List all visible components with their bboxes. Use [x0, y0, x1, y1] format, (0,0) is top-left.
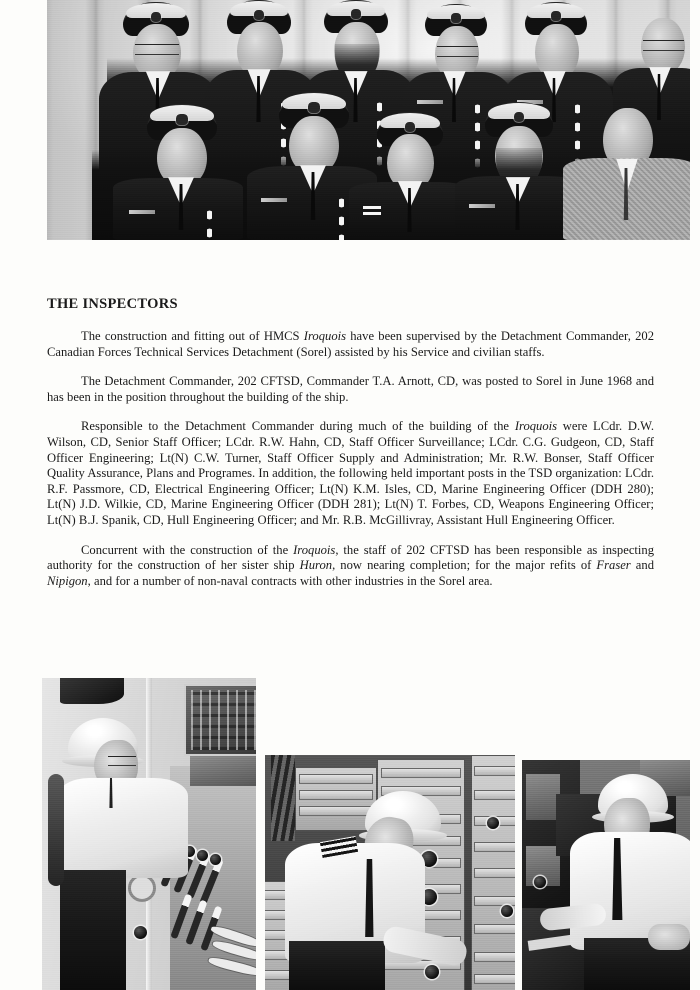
paragraph-2: The Detachment Commander, 202 CFTSD, Commander T.A. Arnott, CD, was posted to Sorel in June 1968 and has been in the position throughout the building of the ship. [47, 374, 654, 404]
glasses [437, 46, 478, 57]
trousers [60, 870, 126, 990]
switchboard-top-shelf [190, 756, 256, 786]
ribbon-bar [261, 198, 287, 202]
head [535, 24, 579, 79]
paragraph-1: The construction and fitting out of HMCS Iroquois have been supervised by the Detachment Commander, 202 Canadian Forces Technical Services Detachment (Sorel) assisted by his Service and civilian staffs. [47, 329, 654, 359]
ribbon-bar [417, 100, 443, 104]
photograph-officer-at-electronics-racks [265, 755, 515, 990]
control-knob [210, 854, 221, 865]
page-title: THE INSPECTORS [47, 296, 178, 312]
uniform-buttons [207, 206, 212, 240]
panel-wiring [191, 690, 256, 750]
paragraph-3: Responsible to the Detachment Commander during much of the building of the Iroquois were LCdr. D.W. Wilson, CD, Senior Staff Officer; LCdr. R.W. Hahn, CD, Staff Officer Surveillance; LCdr. C.G. Gudgeon, CD, Staff Officer Engineering; Lt(N) C.W. Turner, Staff Officer Supply and Administration; Mr. R.W. Bonser, Staff Officer Quality Assurance, Plans and Programes. In addition, the following held important posts in the TSD organization: LCdr. R.F. Passmore, CD, Electrical Engineering Officer; Lt(N) K.M. Isles, CD, Marine Engineering Officer (DDH 280); Lt(N) J.D. Wilkie, CD, Marine Engineering Officer (DDH 281); Lt(N) T. Forbes, CD, Weapons Engineering Officer; Lt(N) B.J. Spanik, CD, Hull Engineering Officer; and Mr. R.B. McGillivray, Assistant Hull Engineering Officer. [47, 419, 654, 527]
control-knob [197, 850, 208, 861]
group-photograph-officers [47, 0, 690, 240]
glasses [135, 44, 179, 55]
gauge-dial [128, 874, 156, 902]
machinery-panel [526, 774, 560, 820]
paragraph-4: Concurrent with the construction of the Iroquois, the staff of 202 CFTSD has been responsible as inspecting authority for the construction of her sister ship Huron, now nearing completion; for the major refits of Fraser and Nipigon, and for a number of non-naval contracts with other industries in the Sorel area. [47, 542, 654, 588]
arm-shadow [48, 774, 64, 886]
uniform-buttons [339, 194, 344, 240]
white-shirt [58, 778, 188, 878]
control-knob [534, 876, 546, 888]
control-knob [487, 817, 499, 829]
glasses [643, 40, 684, 51]
photograph-inspector-at-switchboard [42, 678, 256, 990]
photograph-inspector-at-machinery [522, 760, 690, 990]
rank-stripes [363, 206, 381, 218]
cable-bundle [271, 755, 295, 841]
glasses [108, 756, 136, 766]
open-electrical-panel [184, 684, 256, 756]
control-knob [501, 905, 513, 917]
ribbon-bar [469, 204, 495, 208]
article-body [47, 296, 654, 589]
equipment-rack [471, 755, 515, 990]
overhead-fitting [60, 678, 124, 704]
hand [648, 924, 690, 950]
control-knob [134, 926, 147, 939]
trousers [289, 941, 385, 990]
control-knob [425, 965, 439, 979]
ribbon-bar [129, 210, 155, 214]
